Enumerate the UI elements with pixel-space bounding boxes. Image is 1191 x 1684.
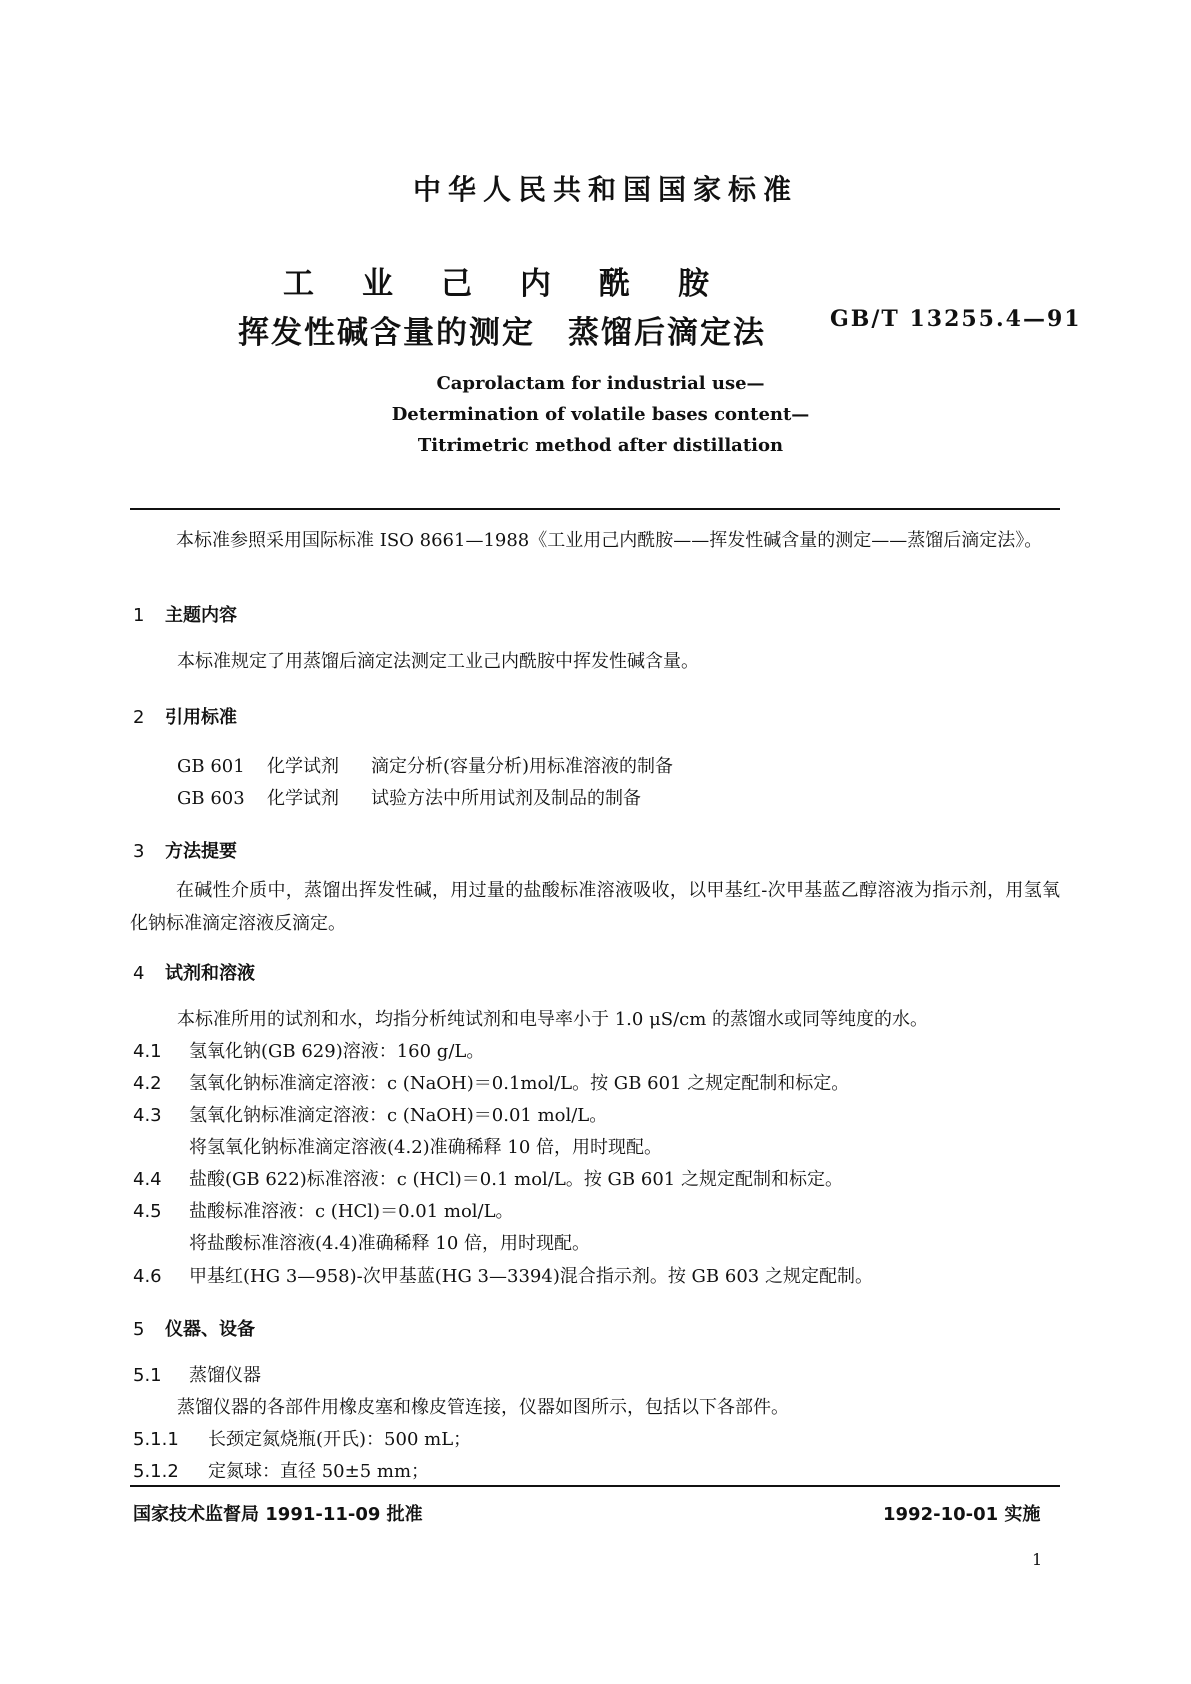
english-title-line1: Caprolactam for industrial use— (436, 373, 765, 394)
section-5-heading (133, 1315, 255, 1341)
item-number: 4.5 (133, 1201, 162, 1222)
approval-date: 国家技术监督局 1991-11-09 批准 (133, 1504, 423, 1525)
list-item (133, 1069, 849, 1095)
english-title-line3: Titrimetric method after distillation (417, 435, 784, 456)
section-5-title: 仪器、设备 (165, 1319, 255, 1340)
item-number: 4.1 (133, 1041, 162, 1062)
section-2-number: 2 (133, 707, 145, 728)
section-3-number: 3 (133, 841, 145, 862)
item-number: 5.1 (133, 1365, 162, 1386)
header-divider (130, 508, 1060, 510)
item-text: 氢氧化钠(GB 629)溶液：160 g/L。 (189, 1041, 485, 1062)
item-text: 蒸馏仪器 (189, 1365, 261, 1386)
list-item (133, 1197, 514, 1223)
item-note: 将盐酸标准溶液(4.4)准确稀释 10 倍，用时现配。 (189, 1233, 591, 1254)
intro-paragraph: 本标准参照采用国际标准 ISO 8661—1988《工业用己内酰胺——挥发性碱含量的测定——蒸馏后滴定法》。 (176, 530, 1043, 551)
section-4-number: 4 (133, 963, 145, 984)
item-number: 4.2 (133, 1073, 162, 1094)
reference-category: 化学试剂 (267, 788, 339, 809)
page-number: 1 (1032, 1550, 1043, 1569)
reference-title: 试验方法中所用试剂及制品的制备 (371, 788, 641, 809)
reference-code: GB 601 (177, 756, 245, 777)
item-text: 氢氧化钠标准滴定溶液：c (NaOH)＝0.01 mol/L。 (189, 1105, 608, 1126)
section-2-heading (133, 703, 237, 729)
reference-title: 滴定分析(容量分析)用标准溶液的制备 (371, 756, 674, 777)
item-text: 甲基红(HG 3—958)-次甲基蓝(HG 3—3394)混合指示剂。按 GB 603 之规定配制。 (189, 1266, 873, 1287)
subsection-text: 蒸馏仪器的各部件用橡皮塞和橡皮管连接，仪器如图所示，包括以下各部件。 (177, 1397, 789, 1418)
list-item (133, 1101, 607, 1127)
item-text: 盐酸标准溶液：c (HCl)＝0.01 mol/L。 (189, 1201, 514, 1222)
list-item (133, 1425, 471, 1451)
subsection-heading (133, 1361, 261, 1387)
standard-code: GB/T 13255.4—91 (830, 306, 1082, 332)
standard-title-line1: 工业己内酰胺 (283, 266, 757, 302)
section-1-heading (133, 601, 237, 627)
section-3-title: 方法提要 (165, 841, 237, 862)
item-number: 5.1.1 (133, 1429, 179, 1450)
item-number: 4.3 (133, 1105, 162, 1126)
list-item (133, 1262, 873, 1288)
national-standard-heading: 中华人民共和国国家标准 (412, 173, 798, 206)
section-3-heading (133, 837, 237, 863)
standard-title-line2: 挥发性碱含量的测定 蒸馏后滴定法 (238, 315, 766, 351)
item-number: 4.4 (133, 1169, 162, 1190)
item-number: 5.1.2 (133, 1461, 179, 1482)
footer-divider (130, 1485, 1060, 1487)
section-3-text: 在碱性介质中，蒸馏出挥发性碱，用过量的盐酸标准溶液吸收，以甲基红-次甲基蓝乙醇溶液为指示剂，用氢氧化钠标准滴定溶液反滴定。 (130, 880, 1060, 934)
item-number: 4.6 (133, 1266, 162, 1287)
item-text: 定氮球：直径 50±5 mm； (208, 1461, 430, 1482)
section-1-text: 本标准规定了用蒸馏后滴定法测定工业己内酰胺中挥发性碱含量。 (177, 651, 699, 672)
section-4-intro: 本标准所用的试剂和水，均指分析纯试剂和电导率小于 1.0 μS/cm 的蒸馏水或同等纯度的水。 (177, 1009, 929, 1030)
section-4-title: 试剂和溶液 (165, 963, 255, 984)
implementation-date: 1992-10-01 实施 (883, 1504, 1041, 1525)
reference-code: GB 603 (177, 788, 245, 809)
section-5-number: 5 (133, 1319, 145, 1340)
list-item (133, 1037, 484, 1063)
section-2-title: 引用标准 (165, 707, 237, 728)
reference-row (177, 784, 641, 810)
list-item (133, 1457, 429, 1483)
section-4-heading (133, 959, 255, 985)
item-text: 盐酸(GB 622)标准溶液：c (HCl)＝0.1 mol/L。按 GB 601 之规定配制和标定。 (189, 1169, 843, 1190)
reference-category: 化学试剂 (267, 756, 339, 777)
reference-row (177, 752, 673, 778)
section-1-title: 主题内容 (165, 605, 237, 626)
item-text: 氢氧化钠标准滴定溶液：c (NaOH)＝0.1mol/L。按 GB 601 之规定配制和标定。 (189, 1073, 850, 1094)
item-note: 将氢氧化钠标准滴定溶液(4.2)准确稀释 10 倍，用时现配。 (189, 1137, 663, 1158)
section-1-number: 1 (133, 605, 145, 626)
list-item (133, 1165, 843, 1191)
item-text: 长颈定氮烧瓶(开氏)：500 mL； (208, 1429, 472, 1450)
english-title-line2: Determination of volatile bases content— (391, 404, 810, 425)
